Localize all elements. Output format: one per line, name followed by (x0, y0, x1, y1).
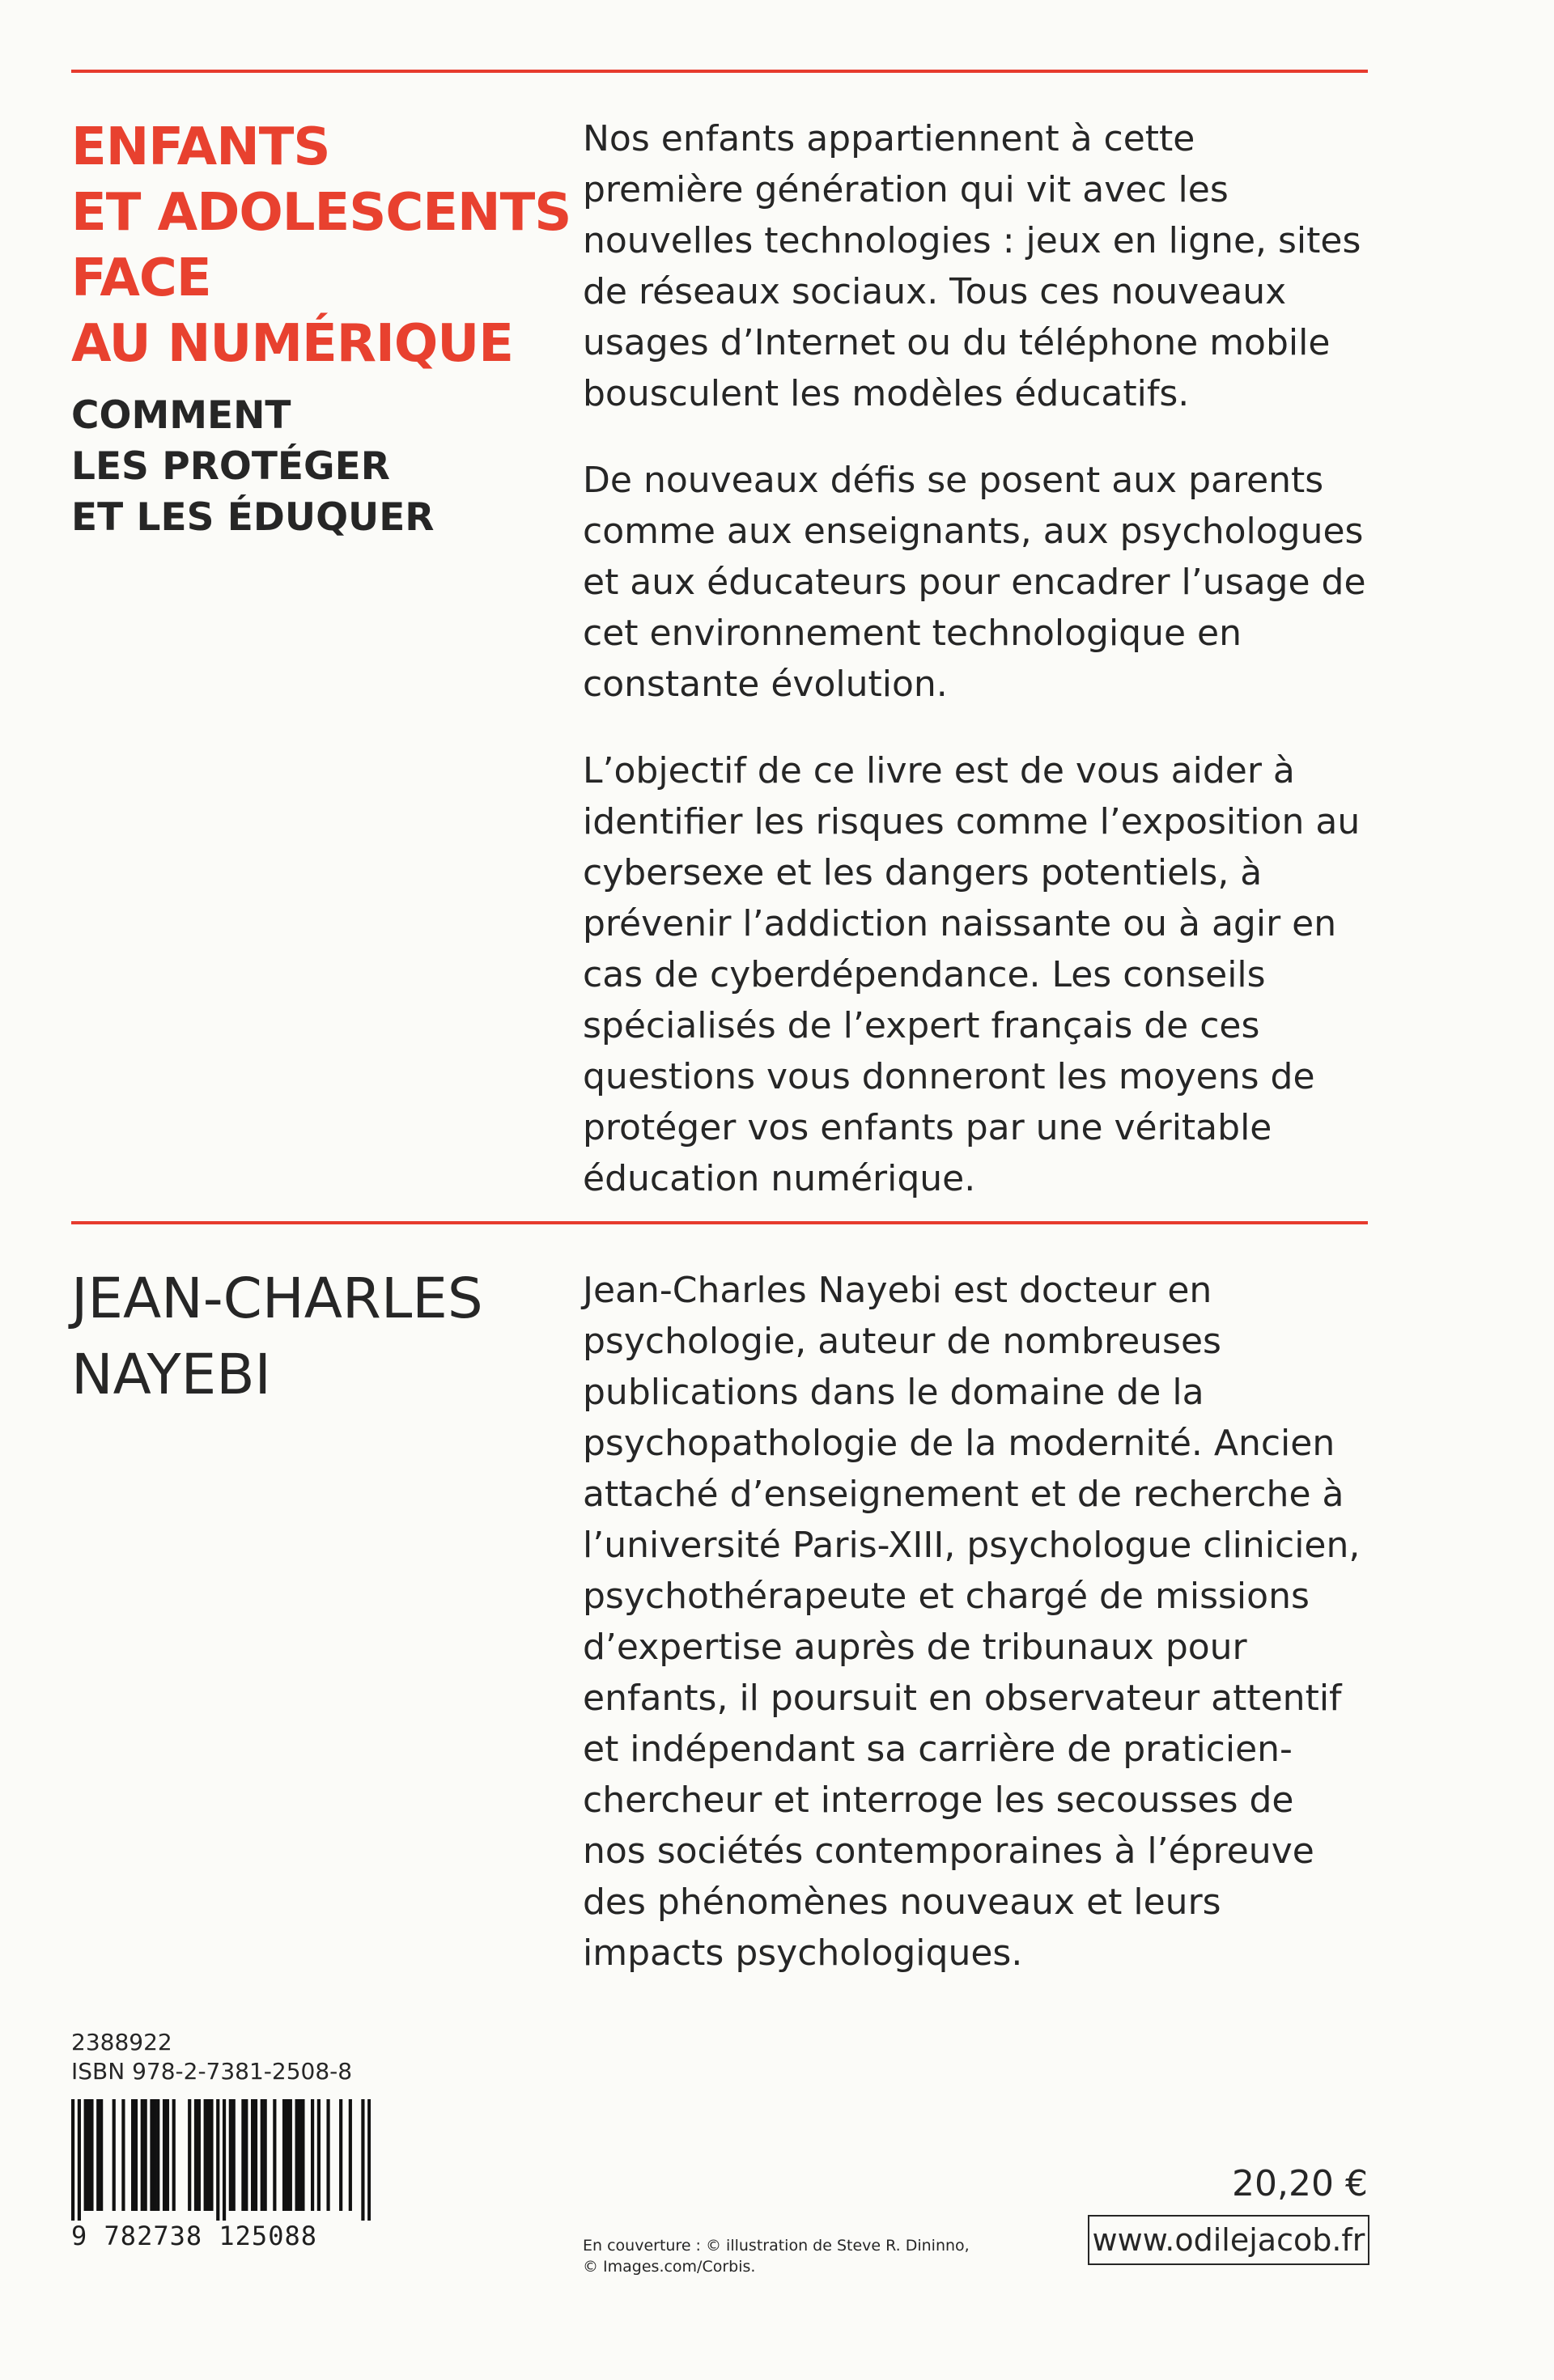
summary-paragraph: Nos enfants appartiennent à cette première génération qui vit avec les nouvelles technologies : jeux en ligne, sites de réseaux sociaux. Tous ces nouveaux usages d’Internet ou du téléphone mobile bousculent les modèles éducatifs. (583, 118, 1361, 414)
title-line: ET ADOLESCENTS (71, 183, 571, 243)
title-line: AU NUMÉRIQUE (71, 314, 513, 374)
subtitle-line: LES PROTÉGER (71, 444, 390, 489)
barcode-bar (206, 2099, 210, 2211)
barcode-bar (361, 2099, 364, 2221)
isbn: ISBN 978-2-7381-2508-8 (71, 2058, 353, 2085)
code-block (71, 2028, 371, 2250)
barcode-bar (317, 2099, 321, 2211)
barcode-bar (144, 2099, 147, 2211)
barcode-bar (286, 2099, 289, 2211)
barcode-bar (141, 2099, 144, 2211)
barcode-bar (326, 2099, 329, 2211)
barcode-bar (261, 2099, 264, 2211)
barcode-bar (153, 2099, 156, 2211)
barcode-bar (134, 2099, 138, 2211)
author-biography (583, 1265, 1366, 1979)
credit-line: © Images.com/Corbis. (583, 2258, 756, 2276)
barcode-bar (163, 2099, 166, 2211)
barcode-bar (367, 2099, 371, 2221)
barcode-bar (121, 2099, 125, 2211)
internal-code: 2388922 (71, 2029, 172, 2055)
middle-divider (71, 1221, 1368, 1224)
barcode-bar (298, 2099, 301, 2211)
subtitle-line: COMMENT (71, 393, 291, 438)
barcode-bar (264, 2099, 267, 2211)
title-line: ENFANTS (71, 117, 330, 177)
price: 20,20 € (1232, 2163, 1368, 2204)
barcode-bar (251, 2099, 254, 2211)
author-name-line: NAYEBI (71, 1343, 271, 1407)
book-summary (583, 113, 1366, 1204)
author-bio-text: Jean-Charles Nayebi est docteur en psychologie, auteur de nombreuses publications dans le domaine de la psychopathologie de la modernité. Ancien attaché d’enseignement et de recherche à l’université Paris-XIII, psychologue clinicien, psychothérapeute et chargé de missions d’expertise auprès de tribunaux pour enfants, il poursuit en observateur attentif et indépendant sa carrière de praticien-chercheur et interroge les secousses de nos sociétés contemporaines à l’épreuve des phénomènes nouveaux et leurs impacts psychologiques. (583, 1270, 1361, 1974)
title-block (71, 115, 571, 543)
barcode-bar (156, 2099, 159, 2211)
credit-line: En couverture : © illustration de Steve R. Dininno, (583, 2237, 970, 2255)
author-name-line: JEAN-CHARLES (71, 1266, 483, 1331)
barcode-bar (204, 2099, 207, 2211)
barcode-bar (244, 2099, 248, 2211)
barcode (71, 2099, 371, 2221)
barcode-digits: 9 782738 125088 (71, 2221, 317, 2251)
barcode-bar (339, 2099, 342, 2211)
barcode-bar (84, 2099, 87, 2211)
barcode-bar (194, 2099, 197, 2211)
barcode-bar (166, 2099, 169, 2211)
book-subtitle (71, 390, 524, 543)
barcode-bar (282, 2099, 286, 2211)
barcode-bar (197, 2099, 201, 2211)
title-line: FACE (71, 248, 211, 308)
barcode-bar (349, 2099, 352, 2211)
barcode-bar (172, 2099, 176, 2211)
barcode-bar (100, 2099, 103, 2211)
barcode-bar (295, 2099, 299, 2211)
barcode-bar (113, 2099, 116, 2211)
barcode-bar (150, 2099, 153, 2211)
cover-credit (583, 2235, 970, 2277)
barcode-bar (96, 2099, 100, 2211)
barcode-bar (78, 2099, 81, 2221)
barcode-bar (254, 2099, 257, 2211)
barcode-bar (289, 2099, 292, 2211)
top-divider (71, 70, 1368, 73)
barcode-bar (229, 2099, 232, 2211)
barcode-bar (311, 2099, 314, 2211)
publisher-website[interactable]: www.odilejacob.fr (1088, 2215, 1369, 2265)
barcode-bar (216, 2099, 219, 2221)
barcode-bar (131, 2099, 134, 2211)
summary-paragraph: L’objectif de ce livre est de vous aider à identifier les risques comme l’exposition au cybersexe et les dangers potentiels, à prévenir l’addiction naissante ou à agir en cas de cyberdépendance. Les conseils spécialisés de l’expert français de ces questions vous donneront les moyens de protéger vos enfants par une véritable éducation numérique. (583, 750, 1361, 1199)
barcode-bar (188, 2099, 191, 2211)
barcode-bar (90, 2099, 93, 2211)
summary-paragraph: De nouveaux défis se posent aux parents comme aux enseignants, aux psychologues et aux éducateurs pour encadrer l’usage de cet environnement technologique en constante évolution. (583, 460, 1366, 705)
barcode-bar (273, 2099, 276, 2211)
book-title (71, 115, 571, 377)
barcode-bar (232, 2099, 236, 2211)
subtitle-line: ET LES ÉDUQUER (71, 495, 435, 540)
barcode-bar (87, 2099, 90, 2211)
barcode-bar (223, 2099, 226, 2221)
author-name (71, 1261, 483, 1413)
barcode-bar (210, 2099, 213, 2211)
barcode-bar (71, 2099, 74, 2221)
barcode-bar (241, 2099, 244, 2211)
barcode-bar (301, 2099, 304, 2211)
